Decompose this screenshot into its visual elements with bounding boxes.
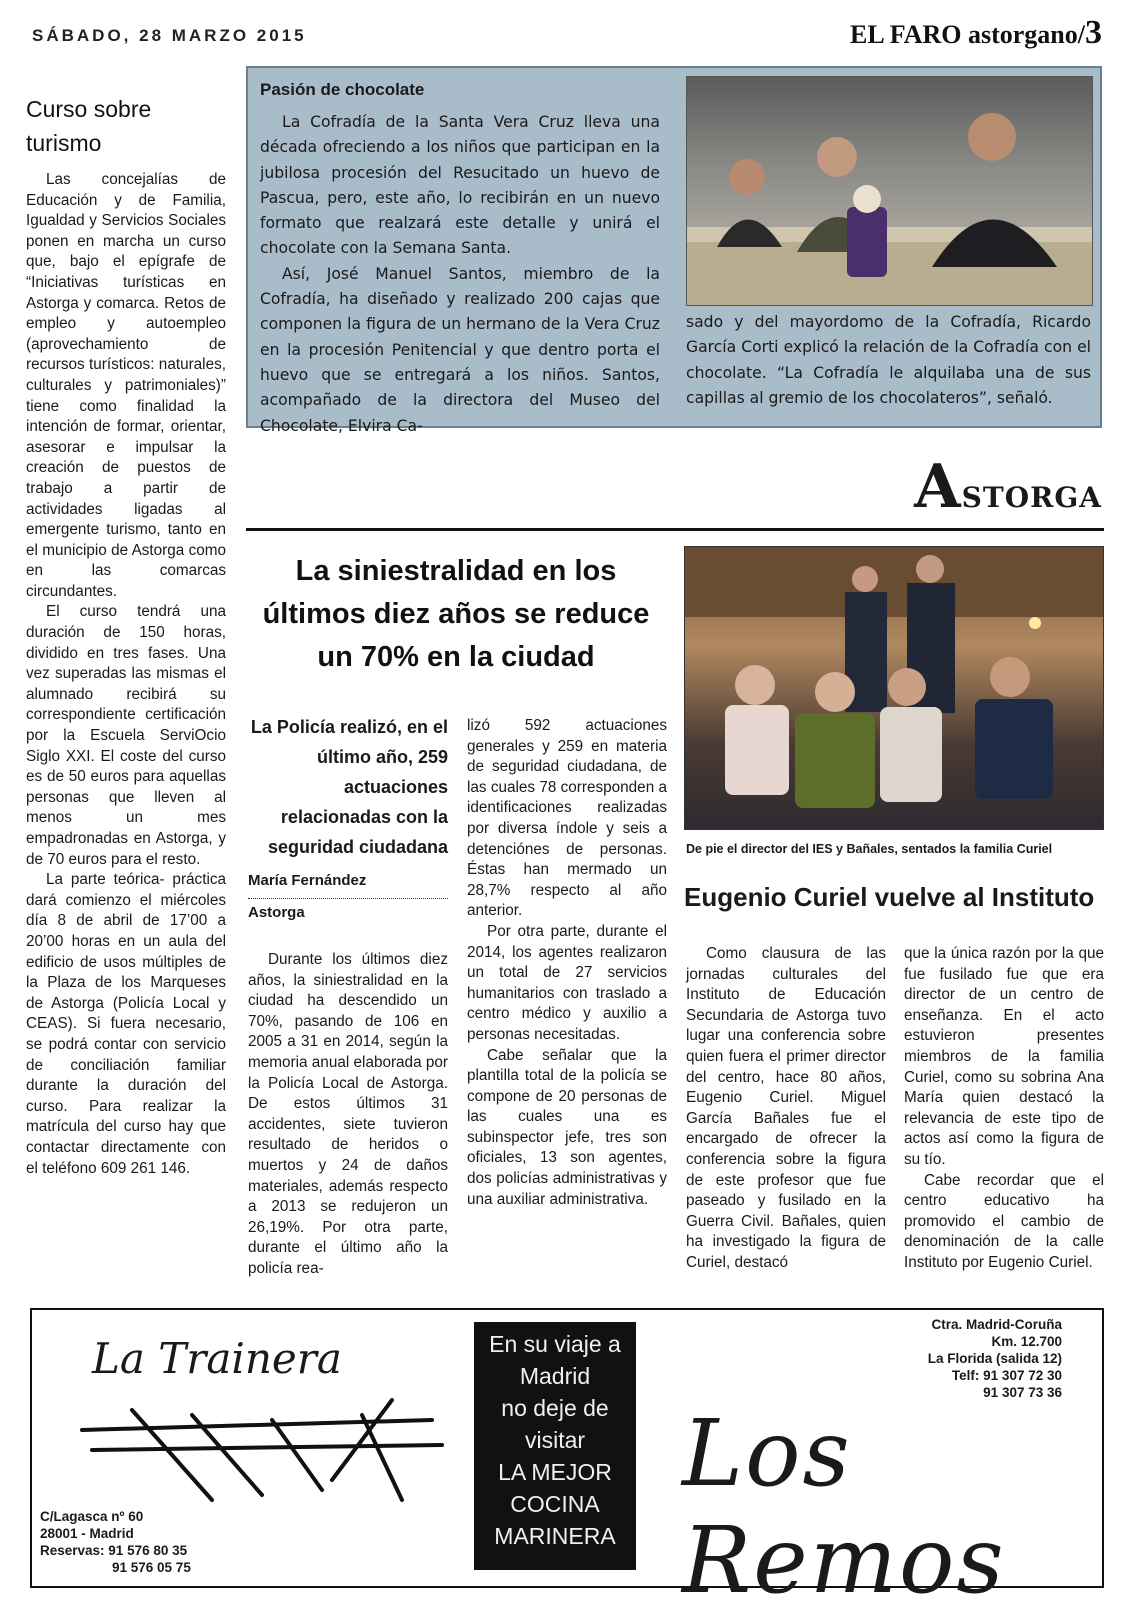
- siniestralidad-paragraph: lizó 592 actuaciones generales y 259 en materia de seguridad ciudadana, de las cuales 78 corresponden a identificaciones realizadas por diversa índole y seis a detenciónes de personas. Éstas han mermado un 28,7% respecto al año anterior.: [467, 717, 667, 920]
- curiel-paragraph: que la única razón por la que fue fusilado fue que era director de un centro de enseñanza. En el acto estuvieron presentes miembros de la familia Curiel, como su sobrina Ana María quien destacó la relevancia de este tipo de actos así como la figura de su tío.: [904, 945, 1104, 1168]
- masthead: [850, 14, 1102, 52]
- restaurant-advertisement: [30, 1308, 1104, 1600]
- slogan-box: [474, 1322, 636, 1570]
- curso-title-line1: Curso sobre: [26, 96, 152, 122]
- curso-body: [26, 170, 226, 1179]
- pasion-photo-illustration: [687, 77, 1093, 306]
- pasion-title: Pasión de chocolate: [260, 80, 425, 99]
- address-line: 91 576 05 75: [112, 1560, 191, 1575]
- curso-paragraph: Las concejalías de Educación y de Familia, Igualdad y Servicios Sociales ponen en marcha un curso que, bajo el epígrafe de “Iniciativas turísticas en Astorga y comarca. Retos de empleo y autoempleo (aprovechamiento de recursos turísticos: naturales, culturales y patrimoniales)” tiene como finalidad la intención de formar, orientar, asesorar e impulsar la creación de puestos de trabajo a partir de actividades ligadas al emergente turismo, tanto en el municipio de Astorga como en las comarcas circundantes.: [26, 171, 226, 600]
- siniestralidad-headline: La siniestralidad en los últimos diez años se reduce un 70% en la ciudad: [262, 555, 650, 673]
- curso-title-line2: turismo: [26, 130, 102, 156]
- curiel-headline: Eugenio Curiel vuelve al Instituto: [684, 882, 1095, 912]
- address-line: Telf: 91 307 72 30: [951, 1368, 1062, 1383]
- pasion-photo: [686, 76, 1093, 306]
- page-number: 3: [1085, 14, 1102, 51]
- los-remos-logo: Los Remos: [682, 1400, 1006, 1600]
- address-line: Ctra. Madrid-Coruña: [931, 1317, 1062, 1332]
- slogan-line: visitar: [524, 1427, 586, 1453]
- issue-date: SÁBADO, 28 MARZO 2015: [32, 26, 307, 45]
- section-rule: [246, 528, 1104, 531]
- pasion-continuation: sado y del mayordomo de la Cofradía, Ricardo García Corti explicó la relación de la Cofradía con el chocolate. “La Cofradía le alquilaba una de sus capillas al gremio de los chocolateros”, señaló.: [686, 313, 1091, 407]
- curso-paragraph: La parte teórica- práctica dará comienzo el miércoles día 8 de abril de 17’00 a 20’00 horas en un aula del edificio de usos múltiples de la Plaza de los Marqueses de Astorga (Policía Local y CEAS). Si fuera necesario, se podrá contar con servicio de conciliación familiar durante la duración del curso. Para realizar la matrícula del curso hay que contactar directamente con el teléfono 609 261 146.: [26, 871, 226, 1177]
- curiel-photo: [684, 546, 1104, 830]
- masthead-title: EL FARO astorgano/: [850, 20, 1085, 49]
- siniestralidad-paragraph: Cabe señalar que la plantilla total de la policía se compone de 20 personas de las cuales una es subinspector jefe, tres son oficiales, 13 son agentes, dos policías administrativas y una auxiliar administrativa.: [467, 1046, 667, 1208]
- los-remos-address: [928, 1316, 1062, 1401]
- curiel-column-2: [904, 944, 1104, 1274]
- siniestralidad-column-1: [248, 950, 448, 1280]
- address-line: C/Lagasca nº 60: [40, 1509, 144, 1524]
- siniestralidad-subhead: La Policía realizó, en el último año, 259 actuaciones relacionadas con la seguridad ciudadana: [250, 717, 448, 857]
- pasion-paragraph: Así, José Manuel Santos, miembro de la Cofradía, ha diseñado y realizado 200 cajas que componen la figura de un hermano de la Vera Cruz en la procesión Penitencial y que dentro porta el huevo que se entregará a los niños. Santos, acompañado de la directora del Museo del Chocolate, Elvira Ca-: [260, 264, 660, 435]
- slogan-line: En su viaje a: [489, 1331, 621, 1357]
- curiel-paragraph: Cabe recordar que el centro educativo ha promovido el cambio de denominación de la calle Instituto por Eugenio Curiel.: [904, 1171, 1104, 1271]
- address-line: La Florida (salida 12): [927, 1351, 1062, 1366]
- section-initial: A: [914, 452, 962, 522]
- curiel-photo-illustration: [685, 547, 1104, 830]
- author-byline: María Fernández: [248, 872, 367, 889]
- section-rest: STORGA: [961, 481, 1102, 514]
- pasion-body: [260, 110, 660, 439]
- curso-headline: [26, 92, 226, 160]
- la-trainera-address: [40, 1508, 191, 1576]
- slogan-line: MARINERA: [494, 1523, 616, 1549]
- la-trainera-logo: La Trainera: [92, 1334, 342, 1383]
- slogan-line: COCINA: [510, 1491, 600, 1517]
- slogan-line: LA MEJOR: [498, 1459, 612, 1485]
- curiel-column-1: [686, 944, 886, 1274]
- siniestralidad-paragraph: Durante los últimos diez años, la siniestralidad en la ciudad ha descendido un 70%, pasando de 106 en 2005 a 31 en 2014, según la memoria anual elaborada por la Policía Local de Astorga. De estos últimos 31 accidentes, siete tuvieron resultado de heridos o muertos y 24 de daños materiales, además respecto a 2013 se redujeron un 26,19%. Por otra parte, durante el último año la policía rea-: [248, 951, 448, 1277]
- section-label: [914, 452, 1102, 522]
- byline-divider: [248, 898, 448, 899]
- oars-drawing-icon: [72, 1390, 452, 1510]
- author-place: Astorga: [248, 904, 305, 921]
- curiel-photo-caption: De pie el director del IES y Bañales, sentados la familia Curiel: [686, 842, 1053, 856]
- pasion-box: [246, 66, 1102, 435]
- address-line: 91 307 73 36: [983, 1385, 1062, 1400]
- address-line: 28001 - Madrid: [40, 1526, 134, 1541]
- slogan-line: no deje de: [501, 1395, 609, 1421]
- slogan-line: Madrid: [519, 1363, 591, 1389]
- curso-paragraph: El curso tendrá una duración de 150 horas, dividido en tres fases. Una vez superadas las mismas el alumnado recibirá su correspondiente certificación por la Escuela ServiOcio Siglo XXI. El coste del curso es de 50 euros para aquellas personas que lleven al menos un mes empadronadas en Astorga, y de 70 euros para el resto.: [26, 603, 226, 868]
- siniestralidad-column-2: [467, 716, 667, 1210]
- curiel-paragraph: Como clausura de las jornadas culturales del Instituto de Educación Secundaria de Astorga tuvo lugar una conferencia sobre quien fuera el primer director del centro, hace 80 años, Eugenio Curiel. Miguel García Bañales fue el encargado de ofrecer la conferencia sobre la figura de este profesor que fue paseado y fusilado en la Guerra Civil. Bañales, quien ha investigado la figura de Curiel, destacó: [686, 945, 886, 1271]
- pasion-paragraph: La Cofradía de la Santa Vera Cruz lleva una década ofreciendo a los niños que participan en la jubilosa procesión del Resucitado un huevo de Pascua, pero, este año, lo recibirán en un nuevo formato que realzará este detalle y unirá el chocolate con la Semana Santa.: [260, 113, 660, 258]
- address-line: Km. 12.700: [991, 1334, 1062, 1349]
- address-line: Reservas: 91 576 80 35: [40, 1543, 188, 1558]
- siniestralidad-paragraph: Por otra parte, durante el 2014, los agentes realizaron un total de 27 servicios humanitarios con traslado a centro médico y auxilio a personas necesitadas.: [467, 922, 667, 1043]
